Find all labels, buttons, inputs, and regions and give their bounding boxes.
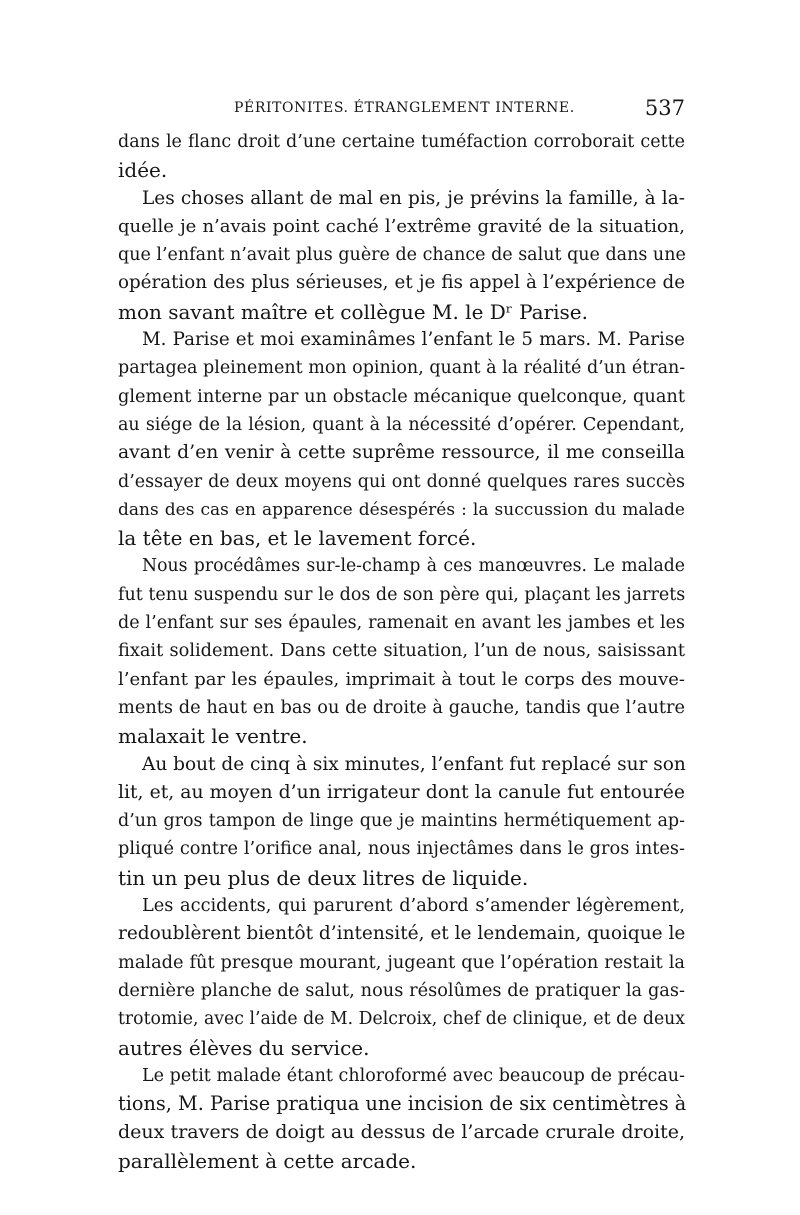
running-header: [118, 98, 685, 122]
text-line: glement interne par un obstacle mécanique quelconque, quant: [118, 386, 685, 407]
text-line: deux travers de doigt au dessus de l’arcade crurale droite,: [118, 1121, 685, 1144]
text-line: trotomie, avec l’aide de M. Delcroix, chef de clinique, et de deux: [118, 1009, 685, 1030]
text-line: ments de haut en bas ou de droite à gauche, tandis que l’autre: [118, 697, 685, 718]
text-line: la tête en bas, et le lavement forcé.: [118, 526, 477, 551]
text-line: d’un gros tampon de linge que je maintins hermétiquement ap-: [118, 811, 685, 832]
text-line: de l’enfant sur ses épaules, ramenait en avant les jambes et les: [118, 613, 685, 634]
text-line: Le petit malade étant chloroformé avec beaucoup de précau-: [142, 1065, 685, 1086]
text-line: malade fût presque mourant, jugeant que l’opération restait la: [118, 952, 685, 973]
text-line: fut tenu suspendu sur le dos de son père qui, plaçant les jarrets: [118, 584, 686, 605]
text-line: avant d’en venir à cette suprême ressource, il me conseilla: [118, 442, 685, 464]
text-line: partagea pleinement mon opinion, quant à la réalité d’un étran-: [118, 358, 686, 379]
text-line: quelle je n’avais point caché l’extrême gravité de la situation,: [118, 215, 685, 237]
text-line: idée.: [118, 158, 168, 183]
text-line: dans des cas en apparence désespérés : la succussion du malade: [118, 499, 685, 520]
text-line: malaxait le ventre.: [118, 724, 308, 749]
text-line: au siége de la lésion, quant à la nécessité d’opérer. Cependant,: [118, 414, 685, 435]
page-number: 537: [644, 96, 685, 120]
text-line: Les accidents, qui parurent d’abord s’amender légèrement,: [142, 896, 685, 917]
text-line: tin un peu plus de deux litres de liquide.: [118, 865, 529, 890]
text-line: dernière planche de salut, nous résolûmes de pratiquer la gas-: [118, 980, 685, 1001]
text-line: mon savant maître et collègue M. le Dʳ Parise.: [118, 299, 588, 324]
text-line: dans le flanc droit d’une certaine tuméfaction corroborait cette: [118, 132, 685, 152]
text-line: l’enfant par les épaules, imprimait à tout le corps des mouve-: [118, 668, 685, 690]
text-line: parallèlement à cette arcade.: [118, 1148, 417, 1173]
running-title: PÉRITONITES. ÉTRANGLEMENT INTERNE.: [234, 100, 575, 116]
text-line: Au bout de cinq à six minutes, l’enfant fut replacé sur son: [142, 753, 686, 775]
text-line: redoublèrent bientôt d’intensité, et le lendemain, quoique le: [118, 923, 686, 945]
text-line: Les choses allant de mal en pis, je prévins la famille, à la-: [142, 187, 685, 209]
text-line: que l’enfant n’avait plus guère de chance de salut que dans une: [118, 245, 686, 266]
text-line: d’essayer de deux moyens qui ont donné quelques rares succès: [118, 471, 685, 492]
text-line: pliqué contre l’orifice anal, nous injectâmes dans le gros intes-: [118, 839, 685, 860]
text-line: Nous procédâmes sur-le-champ à ces manœuvres. Le malade: [142, 556, 685, 577]
body-text: [118, 128, 685, 1175]
text-line: lit, et, au moyen d’un irrigateur dont la canule fut entourée: [118, 781, 685, 803]
text-line: autres élèves du service.: [118, 1035, 370, 1060]
text-line: fixait solidement. Dans cette situation, l’un de nous, saisissant: [118, 641, 685, 662]
text-line: M. Parise et moi examinâmes l’enfant le 5 mars. M. Parise: [142, 329, 685, 351]
text-line: tions, M. Parise pratiqua une incision de six centimètres à: [118, 1092, 687, 1116]
text-line: opération des plus sérieuses, et je fis appel à l’expérience de: [118, 272, 685, 294]
